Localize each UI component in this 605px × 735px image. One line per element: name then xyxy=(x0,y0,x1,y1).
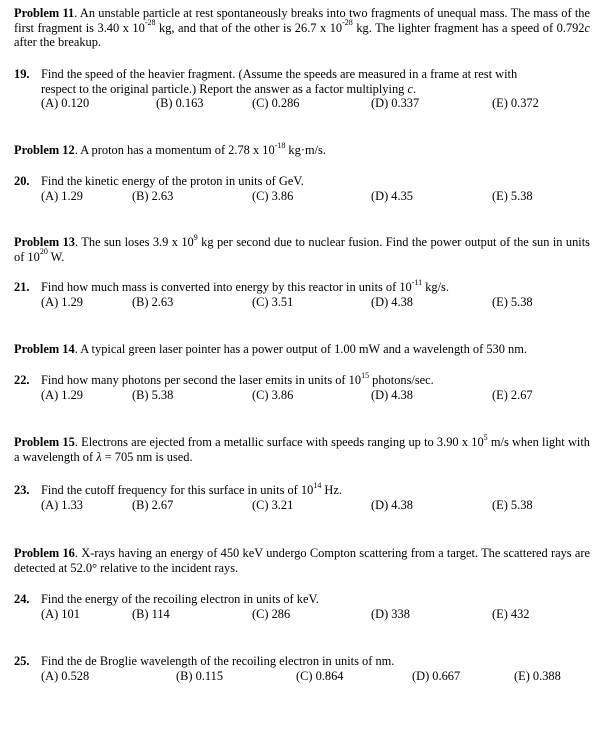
question-23 xyxy=(14,480,590,513)
option-e[interactable]: (E) 0.388 xyxy=(514,668,561,683)
option-e[interactable]: (E) 5.38 xyxy=(492,188,533,203)
option-d[interactable]: (D) 4.38 xyxy=(371,387,413,402)
option-b[interactable]: (B) 2.67 xyxy=(132,497,174,512)
option-e[interactable]: (E) 5.38 xyxy=(492,294,533,309)
problem-label: Problem 12 xyxy=(14,143,75,157)
option-a[interactable]: (A) 1.33 xyxy=(41,497,83,512)
option-c[interactable]: (C) 3.21 xyxy=(252,497,294,512)
option-b[interactable]: (B) 114 xyxy=(132,606,170,621)
answer-options xyxy=(14,96,590,111)
option-c[interactable]: (C) 286 xyxy=(252,606,291,621)
option-a[interactable]: (A) 0.528 xyxy=(41,668,90,683)
problem-label: Problem 13 xyxy=(14,235,76,249)
option-c[interactable]: (C) 0.286 xyxy=(252,96,300,110)
question-19 xyxy=(14,67,590,111)
option-b[interactable]: (B) 2.63 xyxy=(132,294,174,309)
problem-12-text: Problem 12. A proton has a momentum of 2.78 x $10^{-18}$ kg·m/s. xyxy=(14,140,326,157)
option-e[interactable]: (E) 432 xyxy=(492,606,530,621)
question-text: Find the energy of the recoiling electron in units of keV. xyxy=(41,592,319,606)
question-text: Find the de Broglie wavelength of the recoiling electron in units of nm. xyxy=(41,654,395,668)
answer-options xyxy=(14,498,590,513)
option-b[interactable]: (B) 5.38 xyxy=(132,387,174,402)
option-d[interactable]: (D) 4.38 xyxy=(371,497,413,512)
option-d[interactable]: (D) 4.38 xyxy=(371,294,413,309)
option-e[interactable]: (E) 5.38 xyxy=(492,497,533,512)
problem-11-text: Problem 11. An unstable particle at rest spontaneously breaks into two fragments of unequal mass. The mass of the first fragment is 3.40 x $10^{-28}$ kg, and that of the other is 26.7 x $10^{-28}$ kg. The lighter fragment has a speed of 0.792c after the breakup. xyxy=(14,6,591,49)
option-a[interactable]: (A) 1.29 xyxy=(41,294,83,309)
option-c[interactable]: (C) 3.51 xyxy=(252,294,294,309)
option-c[interactable]: (C) 3.86 xyxy=(252,188,294,203)
problem-label: Problem 16 xyxy=(14,546,75,560)
problem-12 xyxy=(14,140,590,158)
option-d[interactable]: (D) 338 xyxy=(371,606,410,621)
option-b[interactable]: (B) 0.115 xyxy=(176,668,224,683)
option-d[interactable]: (D) 0.667 xyxy=(412,668,461,683)
problem-label: Problem 11 xyxy=(14,6,75,20)
option-d[interactable]: (D) 4.35 xyxy=(371,188,413,203)
question-number: 21. xyxy=(14,280,30,294)
question-25 xyxy=(14,654,590,684)
question-number: 20. xyxy=(14,174,30,188)
answer-options xyxy=(14,189,590,204)
option-b[interactable]: (B) 0.163 xyxy=(156,96,204,110)
answer-options xyxy=(14,388,590,403)
question-number: 25. xyxy=(14,654,30,668)
problem-label: Problem 14 xyxy=(14,342,75,356)
problem-14-text: Problem 14. A typical green laser pointer has a power output of 1.00 mW and a wavelength of 530 nm. xyxy=(14,342,527,356)
option-a[interactable]: (A) 0.120 xyxy=(41,96,90,110)
question-text: Find how much mass is converted into energy by this reactor in units of $10^{-11}$ kg/s. xyxy=(41,277,449,294)
option-a[interactable]: (A) 1.29 xyxy=(41,188,83,203)
option-a[interactable]: (A) 101 xyxy=(41,606,80,621)
option-b[interactable]: (B) 2.63 xyxy=(132,188,174,203)
problem-13-text: Problem 13. The sun loses 3.9 x $10^9$ kg per second due to nuclear fusion. Find the power output of the sun in units of $10^{20}$ W. xyxy=(14,232,590,264)
problem-15 xyxy=(14,432,590,464)
question-text: Find the kinetic energy of the proton in units of GeV. xyxy=(41,174,304,188)
question-text: Find the speed of the heavier fragment. (Assume the speeds are measured in a frame at rest with xyxy=(41,67,518,81)
question-21 xyxy=(14,277,590,310)
problem-16 xyxy=(14,546,590,575)
option-e[interactable]: (E) 2.67 xyxy=(492,387,533,402)
problem-13 xyxy=(14,232,590,264)
problem-15-text: Problem 15. Electrons are ejected from a metallic surface with speeds ranging up to 3.90 x $10^5$ m/s when light with a wavelength of λ = 705 nm is used. xyxy=(14,432,590,464)
question-number: 19. xyxy=(14,67,30,81)
option-c[interactable]: (C) 0.864 xyxy=(296,668,344,683)
question-number: 23. xyxy=(14,483,30,497)
question-number: 22. xyxy=(14,373,30,387)
question-number: 24. xyxy=(14,592,30,606)
answer-options xyxy=(14,295,590,310)
answer-options xyxy=(14,607,590,622)
question-text: Find how many photons per second the laser emits in units of $10^{15}$ photons/sec. xyxy=(41,370,434,387)
question-text-cont: respect to the original particle.) Report the answer as a factor multiplying c. xyxy=(41,81,417,96)
problem-16-text: Problem 16. X-rays having an energy of 450 keV undergo Compton scattering from a target. The scattered rays are detected at 52.0° relative to the incident rays. xyxy=(14,546,590,575)
option-a[interactable]: (A) 1.29 xyxy=(41,387,83,402)
question-24 xyxy=(14,592,590,622)
option-e[interactable]: (E) 0.372 xyxy=(492,96,539,110)
question-text: Find the cutoff frequency for this surface in units of $10^{14}$ Hz. xyxy=(41,480,342,497)
option-d[interactable]: (D) 0.337 xyxy=(371,96,420,110)
problem-14 xyxy=(14,342,590,357)
question-20 xyxy=(14,174,590,204)
problem-label: Problem 15 xyxy=(14,435,75,449)
answer-options xyxy=(14,669,590,684)
question-22 xyxy=(14,370,590,403)
option-c[interactable]: (C) 3.86 xyxy=(252,387,294,402)
problem-11 xyxy=(14,6,590,50)
